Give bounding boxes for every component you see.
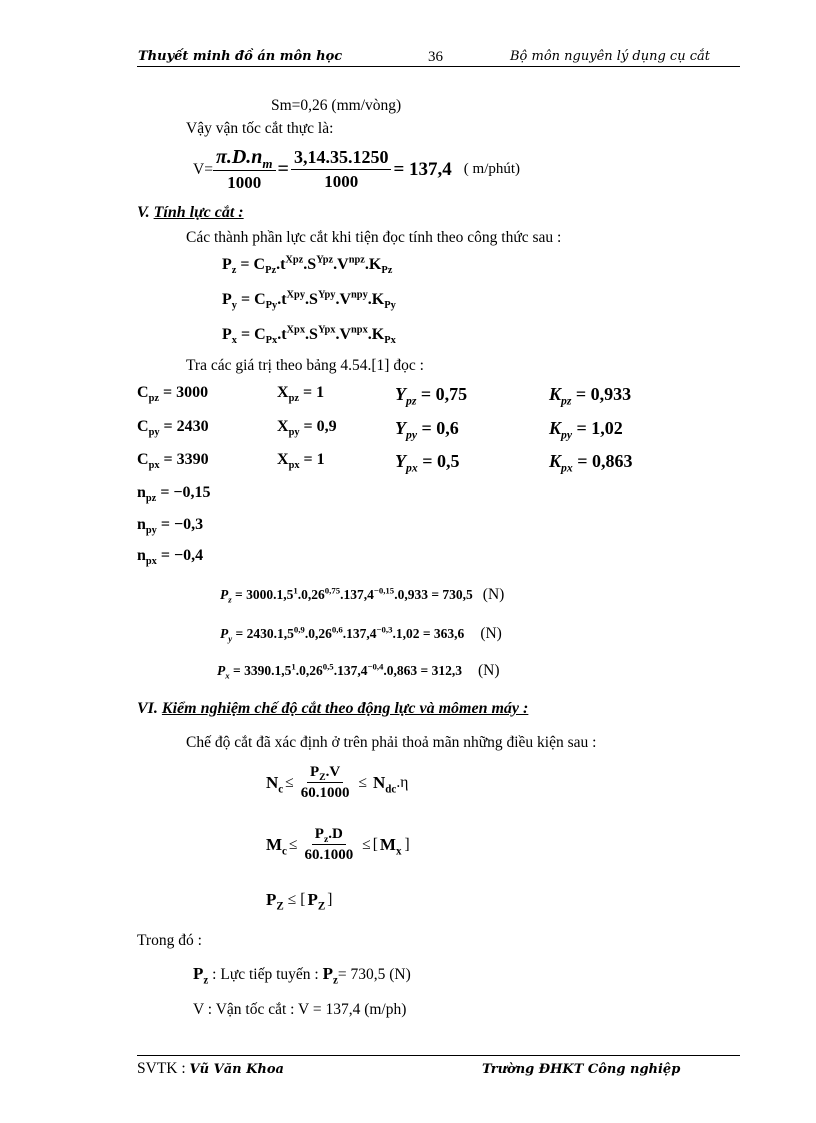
result-pz: $P_z = 3000.1,5^1.0,26^{0,75}.137,4^{-0,15}.0,933 = 730,5$ (N) [220, 585, 505, 605]
v-frac2 [291, 147, 392, 192]
section-6-heading [137, 700, 528, 718]
header-divider [137, 66, 740, 67]
result-px: $P_x = 3390.1,5^1.0,26^{0,5}.137,4^{-0,4}.0,863 = 312,3$ (N) [217, 661, 500, 681]
n-row-py: $n_{py} = -0,3$ [137, 516, 204, 537]
condition-force: $P_Z$ ≤ [ $P_Z$ ] [266, 890, 333, 913]
intro-6: Chế độ cắt đã xác định ở trên phải thoả mãn những điều kiện sau : [186, 734, 597, 751]
page-number: 36 [428, 49, 443, 65]
footer-student-name: Vũ Văn Khoa [189, 1062, 284, 1077]
definition-v: V : Vận tốc cắt : V = 137,4 (m/ph) [193, 1001, 407, 1018]
footer-right: Trường ĐHKT Công nghiệp [482, 1062, 681, 1077]
footer-divider [137, 1055, 740, 1056]
v-unit: ( m/phút) [463, 161, 521, 177]
v-frac1 [213, 146, 276, 193]
v-num1: π.D.n [215, 146, 263, 168]
trong-do: Trong đó : [137, 932, 202, 949]
coef-row-pz: $C_{pz} = 3000$ $X_{pz} = 1$ $Y_{pz} = 0,75$ $K_{pz} = 0,933$ [137, 384, 632, 408]
v-result: = 137,4 [393, 158, 452, 180]
v-eq: = [277, 158, 289, 180]
header-right: Bộ môn nguyên lý dụng cụ cắt [510, 49, 710, 64]
velocity-formula [193, 146, 520, 193]
v-lhs: V= [193, 160, 213, 178]
vtt-line: Vậy vận tốc cắt thực là: [186, 120, 334, 137]
coef-row-py: $C_{py} = 2430$ $X_{py} = 0,9$ $Y_{py} = 0,6$ $K_{py} = 1,02$ [137, 418, 623, 442]
footer-left [137, 1060, 284, 1078]
sm-line: Sm=0,26 (mm/vòng) [271, 97, 402, 114]
condition-moment: $M_c$ ≤ $\frac{P_z.D}{60.1000}$ ≤ [ $M_x$ ] [266, 826, 410, 863]
v-den1: 1000 [227, 173, 262, 192]
section-6-title: Kiểm nghiệm chế độ cắt theo động lực và mômen máy : [161, 700, 529, 717]
footer-label: SVTK : [137, 1060, 190, 1077]
v-den2: 1000 [324, 172, 359, 191]
section-5-heading [137, 204, 244, 222]
section-5-title: Tính lực cắt : [153, 204, 244, 221]
definition-pz: $P_z$ : Lực tiếp tuyến : $P_z= 730,5$ (N) [193, 964, 411, 987]
v-num1-sub: m [262, 156, 273, 171]
n-row-pz: $n_{pz} = -0,15$ [137, 484, 211, 505]
section-5-num: V. [137, 204, 150, 221]
section-6-num: VI. [137, 700, 158, 717]
n-row-px: $n_{px} = -0,4$ [137, 547, 204, 568]
result-py: $P_y = 2430.1,5^{0,9}.0,26^{0,6}.137,4^{-0,3}.1,02 = 363,6$ (N) [220, 624, 502, 644]
force-formula-py: $P_y = C_{Py}.t^{Xpy}.S^{Ypy}.V^{npy}.K_{Py}$ [222, 289, 396, 312]
force-formula-px: $P_x = C_{Px}.t^{Xpx}.S^{Ypx}.V^{npx}.K_{Px}$ [222, 324, 396, 347]
force-formula-pz: $P_z = C_{Pz}.t^{Xpz}.S^{Ypz}.V^{npz}.K_{Pz}$ [222, 254, 393, 277]
lookup-line: Tra các giá trị theo bảng 4.54.[1] đọc : [186, 357, 424, 374]
intro-5: Các thành phần lực cắt khi tiện đọc tính theo công thức sau : [186, 229, 562, 246]
condition-power: $N_c$ ≤ $\frac{P_Z.V}{60.1000}$ ≤ $N_{dc}$ .η [266, 764, 409, 801]
header-left: Thuyết minh đồ án môn học [138, 49, 343, 64]
coef-row-px: $C_{px} = 3390$ $X_{px} = 1$ $Y_{px} = 0,5$ $K_{px} = 0,863$ [137, 451, 633, 475]
v-num2: 3,14.35.1250 [291, 147, 392, 170]
